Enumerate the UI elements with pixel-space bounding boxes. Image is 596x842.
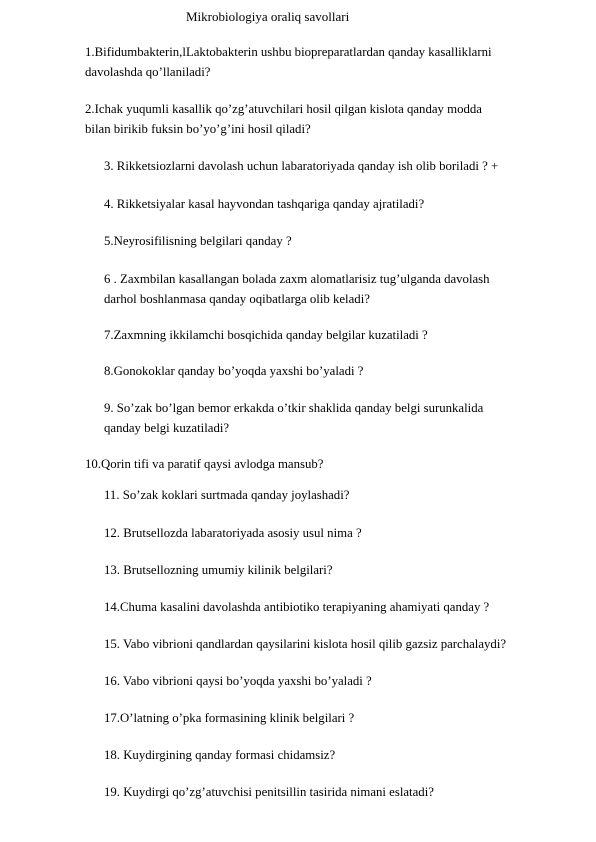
question-1 [85, 42, 555, 82]
question-9 [104, 398, 564, 438]
question-5 [104, 231, 564, 251]
question-10 [85, 454, 555, 474]
question-line: davolashda qo’llaniladi? [85, 65, 211, 79]
question-line: qanday belgi kuzatiladi? [104, 421, 230, 435]
question-line: 10.Qorin tifi va paratif qaysi avlodga mansub? [85, 457, 324, 471]
question-line: 13. Brutsellozning umumiy kilinik belgilari? [104, 563, 333, 577]
page-title: Mikrobiologiya oraliq savollari [186, 9, 350, 24]
question-line: 9. So’zak bo’lgan bemor erkakda o’tkir shaklida qanday belgi surunkalida [104, 401, 484, 415]
question-line: 6 . Zaxmbilan kasallangan bolada zaxm alomatlarisiz tug’ulganda davolash [104, 272, 490, 286]
question-line: 17.O’latning o’pka formasining klinik belgilari ? [104, 711, 355, 725]
question-line: 8.Gonokoklar qanday bo’yoqda yaxshi bo’yaladi ? [104, 364, 364, 378]
question-12 [104, 523, 564, 543]
question-line: 11. So’zak koklari surtmada qanday joylashadi? [104, 488, 350, 502]
question-line: bilan birikib fuksin bo’yo’g’ini hosil qiladi? [85, 122, 311, 136]
question-4 [104, 194, 564, 214]
question-line: 3. Rikketsiozlarni davolash uchun labaratoriyada qanday ish olib boriladi ? + [104, 159, 499, 173]
question-18 [104, 745, 564, 765]
question-11 [104, 485, 564, 505]
question-6 [104, 269, 564, 309]
question-14 [104, 597, 564, 617]
question-13 [104, 560, 564, 580]
question-line: 14.Chuma kasalini davolashda antibiotiko terapiyaning ahamiyati qanday ? [104, 600, 490, 614]
question-line: 19. Kuydirgi qo’zg’atuvchisi penitsillin tasirida nimani eslatadi? [104, 785, 434, 799]
question-line: 5.Neyrosifilisning belgilari qanday ? [104, 234, 292, 248]
question-line: darhol boshlanmasa qanday oqibatlarga olib keladi? [104, 292, 370, 306]
question-line: 7.Zaxmning ikkilamchi bosqichida qanday belgilar kuzatiladi ? [104, 328, 428, 342]
question-line: 18. Kuydirgining qanday formasi chidamsiz? [104, 748, 336, 762]
question-line: 15. Vabo vibrioni qandlardan qaysilarini kislota hosil qilib gazsiz parchalaydi? [104, 637, 507, 651]
question-15 [104, 634, 564, 654]
question-2 [85, 99, 555, 139]
question-line: 16. Vabo vibrioni qaysi bo’yoqda yaxshi bo’yaladi ? [104, 674, 372, 688]
question-line: 12. Brutsellozda labaratoriyada asosiy usul nima ? [104, 526, 362, 540]
question-7 [104, 325, 564, 345]
question-3 [104, 156, 564, 176]
question-17 [104, 708, 564, 728]
question-line: 4. Rikketsiyalar kasal hayvondan tashqariga qanday ajratiladi? [104, 197, 425, 211]
question-line: 2.Ichak yuqumli kasallik qo’zg’atuvchilari hosil qilgan kislota qanday modda [85, 102, 482, 116]
question-8 [104, 361, 564, 381]
question-19 [104, 782, 564, 802]
question-line: 1.Bifidumbakterin,lLaktobakterin ushbu biopreparatlardan qanday kasalliklarni [85, 45, 492, 59]
question-16 [104, 671, 564, 691]
